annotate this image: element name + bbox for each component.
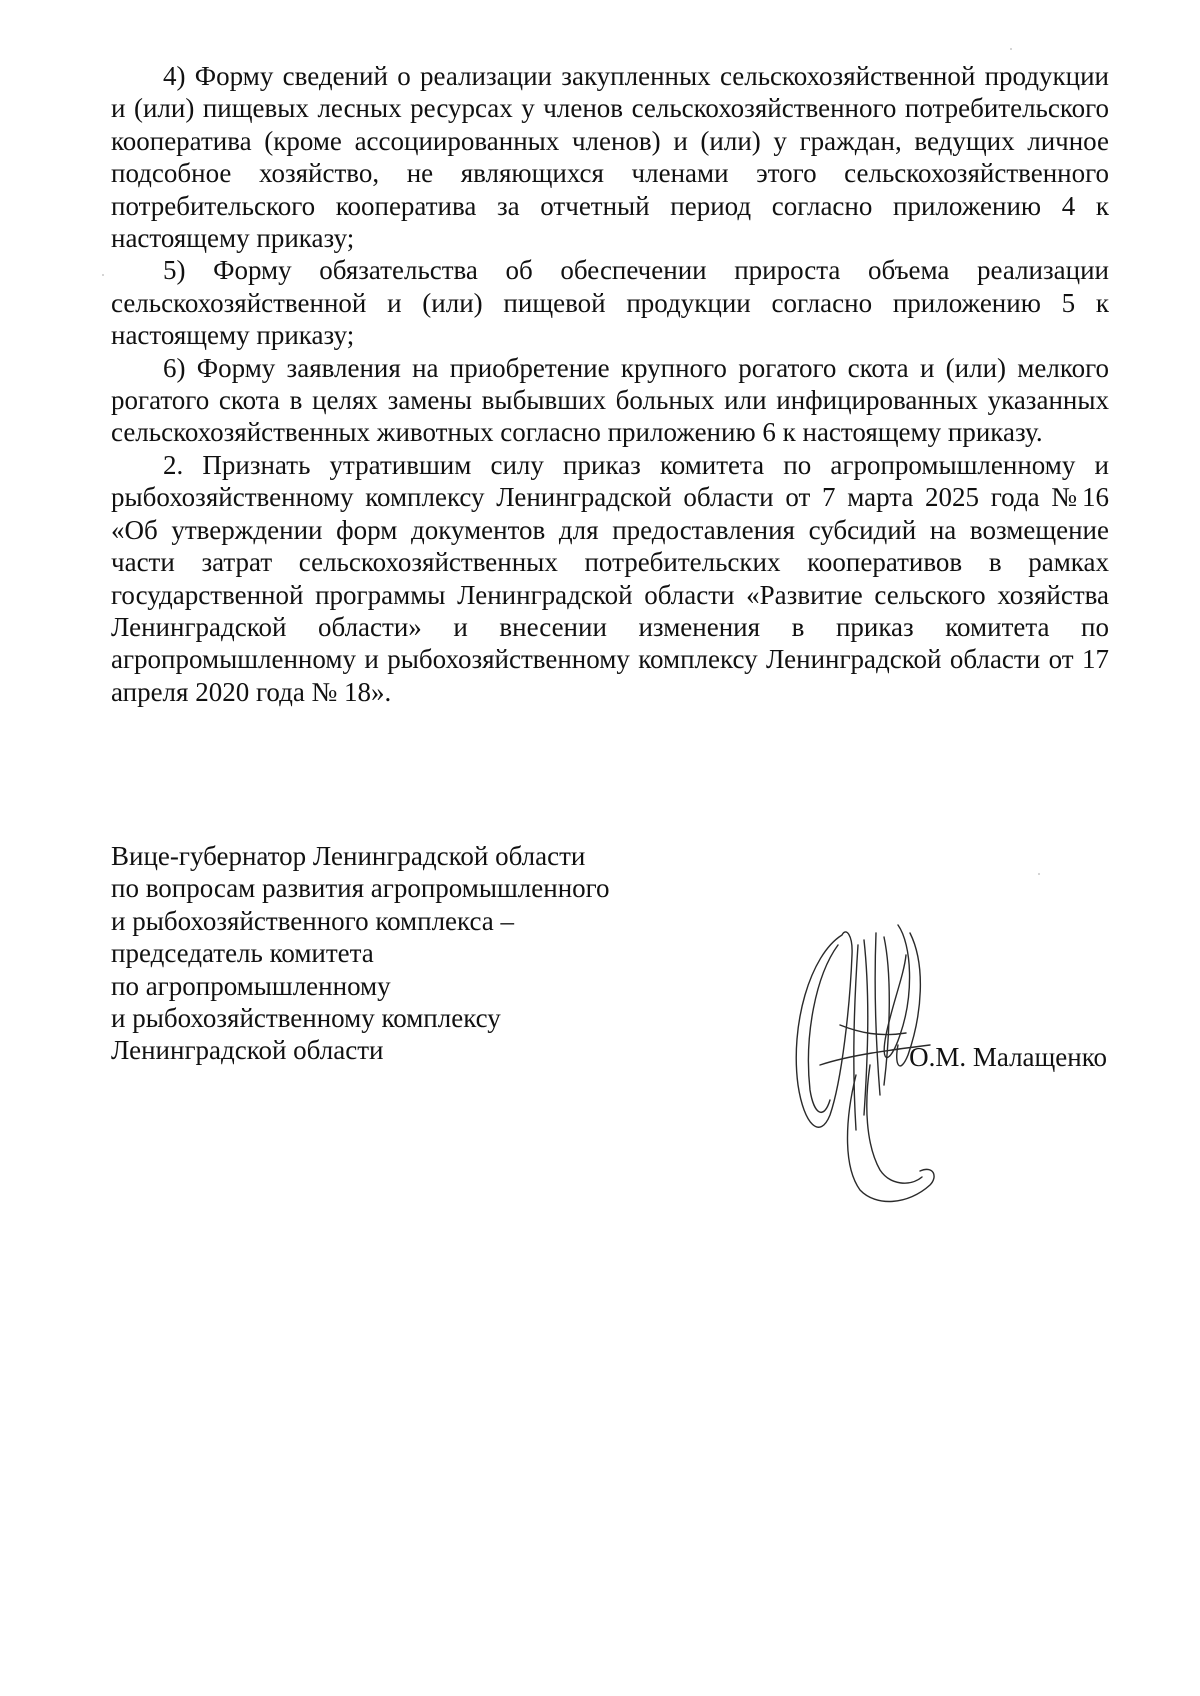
signer-position-line: и рыбохозяйственному комплексу: [111, 1003, 501, 1034]
paragraph-clause-2: 2. Признать утратившим силу приказ комитета по агропромышленному и рыбохозяйственному комплексу Ленинградской области от 7 марта 2025 года №16 «Об утверждении форм документов для предоставления субсидий на возмещение части затрат сельскохозяйственных потребительских кооперативов в рамках государственной программы Ленинградской области «Развитие сельского хозяйства Ленинградской области» и внесении изменения в приказ комитета по агропромышленному и рыбохозяйственному комплексу Ленинградской области от 17 апреля 2020 года № 18».: [111, 449, 1109, 707]
paragraph-item-4: 4) Форму сведений о реализации закупленных сельскохозяйственной продукции и (или) пищевых лесных ресурсах у членов сельскохозяйственного потребительского кооператива (кроме ассоциированных членов) и (или) у граждан, ведущих личное подсобное хозяйство, не являющихся членами этого сельскохозяйственного потребительского кооператива за отчетный период согласно приложению 4 к настоящему приказу;: [111, 61, 1109, 254]
signer-position-line: и рыбохозяйственного комплекса –: [111, 905, 515, 936]
signer-position-block: [111, 840, 731, 1067]
scan-speck: [1038, 873, 1040, 875]
paragraph-item-6: 6) Форму заявления на приобретение крупного рогатого скота и (или) мелкого рогатого скота в целях замены выбывших больных или инфицированных указанных сельскохозяйственных животных согласно приложению 6 к настоящему приказу.: [111, 352, 1109, 448]
signer-position-line: Ленинградской области: [111, 1035, 384, 1066]
scan-speck: [102, 274, 104, 276]
signer-position-line: Вице-губернатор Ленинградской области: [111, 841, 586, 871]
document-body: [111, 60, 1109, 708]
signer-name: О.М. Малащенко: [909, 1042, 1107, 1072]
signer-position-line: по вопросам развития агропромышленного: [111, 873, 610, 904]
scan-speck: [1010, 48, 1012, 50]
signer-position-line: председатель комитета: [111, 938, 374, 969]
signer-position-line: по агропромышленному: [111, 970, 391, 1001]
paragraph-item-5: 5) Форму обязательства об обеспечении прироста объема реализации сельскохозяйственной и (или) пищевой продукции согласно приложению 5 к настоящему приказу;: [111, 255, 1109, 351]
